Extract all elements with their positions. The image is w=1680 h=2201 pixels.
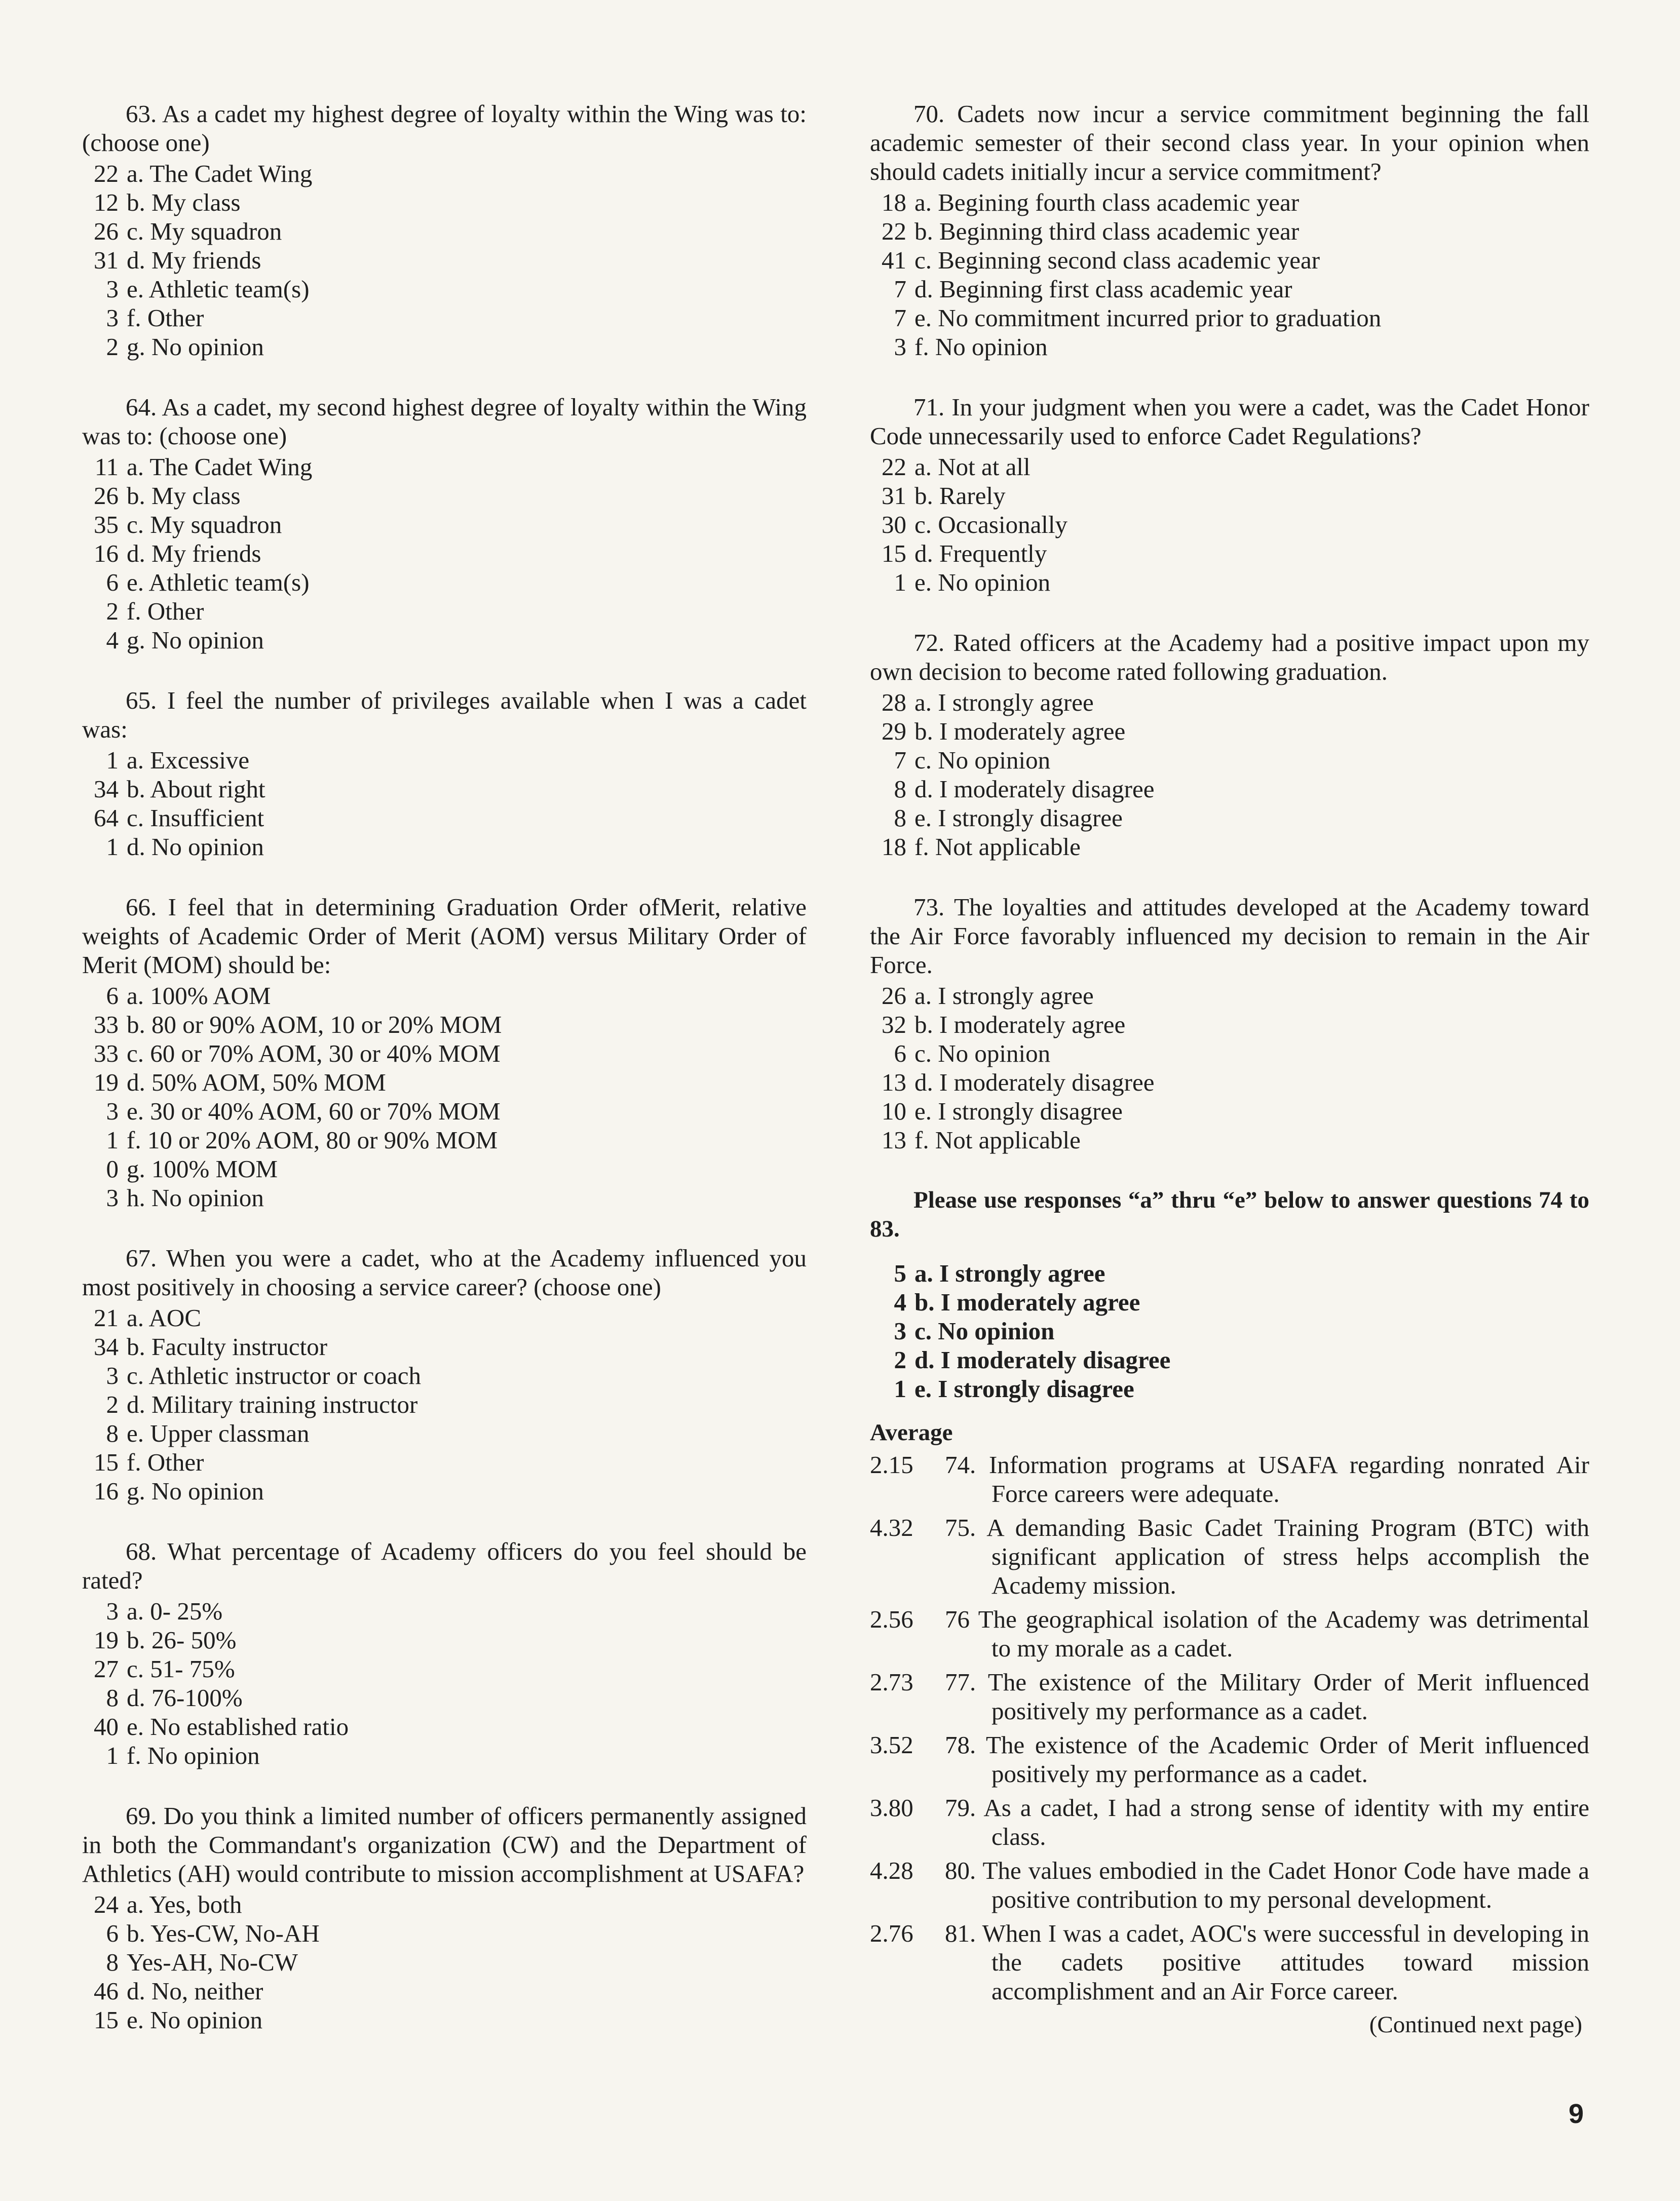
response-scale <box>870 1259 1589 1403</box>
question-text: 63. As a cadet my highest degree of loyalty within the Wing was to: (choose one) <box>82 100 807 157</box>
option-row <box>82 775 807 803</box>
option-label: d. 76-100% <box>127 1684 243 1712</box>
option-label: e. No established ratio <box>127 1713 349 1741</box>
option-count: 3 <box>106 1362 119 1389</box>
option-row <box>82 452 807 481</box>
option-row <box>82 539 807 568</box>
option-count: 22 <box>882 453 906 481</box>
option-label: c. 51- 75% <box>127 1655 235 1683</box>
option-row <box>870 1374 1589 1403</box>
option-row <box>82 1626 807 1654</box>
option-row <box>82 159 807 188</box>
option-row <box>82 1390 807 1419</box>
option-label: e. Upper classman <box>127 1419 310 1447</box>
option-count: 24 <box>94 1890 119 1918</box>
question-text: 70. Cadets now incur a service commitment beginning the fall academic semester of their second class year. In your opinion when should cadets initially incur a service commitment? <box>870 100 1589 185</box>
question-65 <box>82 686 807 861</box>
option-list <box>870 688 1589 861</box>
question-text: 65. I feel the number of privileges available when I was a cadet was: <box>82 686 807 743</box>
option-count: 28 <box>882 688 906 716</box>
average-value: 4.28 <box>870 1857 913 1884</box>
option-label: b. My class <box>127 482 241 510</box>
option-row <box>82 1597 807 1626</box>
option-row <box>82 1683 807 1712</box>
option-row <box>82 303 807 332</box>
option-list <box>82 1890 807 2034</box>
option-count: 19 <box>94 1068 119 1096</box>
option-row <box>870 303 1589 332</box>
average-value: 3.52 <box>870 1731 913 1759</box>
option-label: c. 60 or 70% AOM, 30 or 40% MOM <box>127 1039 501 1067</box>
option-label: c. Insufficient <box>127 804 264 832</box>
option-count: 33 <box>94 1011 119 1038</box>
option-label: b. I moderately agree <box>914 1011 1126 1038</box>
option-row <box>870 1288 1589 1317</box>
option-label: f. Other <box>127 304 204 332</box>
option-row <box>82 1068 807 1097</box>
option-count: 8 <box>106 1948 119 1976</box>
option-count: 7 <box>894 275 906 303</box>
option-row <box>82 332 807 361</box>
option-row <box>82 803 807 832</box>
option-count: 0 <box>106 1155 119 1183</box>
option-row <box>870 775 1589 803</box>
question-73 <box>870 893 1589 1154</box>
average-value: 2.15 <box>870 1451 913 1479</box>
option-count: 1 <box>894 1375 906 1403</box>
option-label: f. Not applicable <box>914 833 1081 861</box>
option-count: 34 <box>94 775 119 803</box>
option-row <box>870 803 1589 832</box>
question-71 <box>870 393 1589 597</box>
option-count: 8 <box>106 1419 119 1447</box>
option-count: 15 <box>94 2006 119 2034</box>
option-label: b. Rarely <box>914 482 1006 510</box>
option-label: f. No opinion <box>127 1742 260 1769</box>
option-label: b. 80 or 90% AOM, 10 or 20% MOM <box>127 1011 502 1038</box>
option-row <box>870 746 1589 775</box>
option-count: 2 <box>106 597 119 625</box>
option-label: f. No opinion <box>914 333 1048 361</box>
statement-text: 80. The values embodied in the Cadet Honor Code have made a positive contribution to my personal development. <box>945 1857 1589 1913</box>
option-row <box>870 1097 1589 1126</box>
statement-text: 74. Information programs at USAFA regarding nonrated Air Force careers were adequate. <box>945 1451 1589 1508</box>
option-count: 18 <box>882 833 906 861</box>
option-row <box>870 568 1589 597</box>
option-row <box>870 217 1589 246</box>
question-text: 73. The loyalties and attitudes developed at the Academy toward the Air Force favorably influenced my decision to remain in the Air Force. <box>870 893 1589 979</box>
option-count: 3 <box>106 1184 119 1212</box>
option-count: 35 <box>94 511 119 538</box>
option-list <box>870 981 1589 1154</box>
option-list <box>82 1597 807 1770</box>
option-count: 1 <box>894 568 906 596</box>
option-label: a. Not at all <box>914 453 1030 481</box>
option-count: 3 <box>106 1597 119 1625</box>
option-label: e. Athletic team(s) <box>127 275 310 303</box>
option-row <box>82 1183 807 1212</box>
option-count: 1 <box>106 746 119 774</box>
option-label: e. No opinion <box>127 2006 263 2034</box>
page-number: 9 <box>1569 2099 1584 2129</box>
option-count: 15 <box>94 1448 119 1476</box>
option-label: a. I strongly agree <box>914 688 1094 716</box>
option-label: c. Beginning second class academic year <box>914 246 1320 274</box>
option-label: c. Occasionally <box>914 511 1068 538</box>
option-count: 7 <box>894 304 906 332</box>
option-count: 34 <box>94 1333 119 1361</box>
option-count: 2 <box>106 1391 119 1418</box>
option-row <box>870 246 1589 275</box>
option-row <box>82 981 807 1010</box>
option-row <box>870 1317 1589 1345</box>
question-64 <box>82 393 807 654</box>
option-count: 40 <box>94 1713 119 1741</box>
option-row <box>870 1039 1589 1068</box>
option-count: 26 <box>882 982 906 1010</box>
option-label: a. 0- 25% <box>127 1597 223 1625</box>
average-value: 2.56 <box>870 1605 913 1633</box>
question-text: 66. I feel that in determining Graduation Order ofMerit, relative weights of Academic Order of Merit (AOM) versus Military Order of Merit (MOM) should be: <box>82 893 807 979</box>
option-label: e. No commitment incurred prior to graduation <box>914 304 1382 332</box>
option-row <box>82 1890 807 1919</box>
option-row <box>82 1477 807 1505</box>
option-label: g. No opinion <box>127 626 264 654</box>
option-row <box>870 1259 1589 1288</box>
option-count: 6 <box>894 1039 906 1067</box>
option-row <box>870 1345 1589 1374</box>
option-label: d. Military training instructor <box>127 1391 418 1418</box>
statement-text: 76 The geographical isolation of the Academy was detrimental to my morale as a cadet. <box>945 1605 1589 1662</box>
option-row <box>82 1039 807 1068</box>
statement-text: 81. When I was a cadet, AOC's were successful in developing in the cadets positive attitudes toward mission accomplishment and an Air Force career. <box>945 1919 1589 2005</box>
option-row <box>82 832 807 861</box>
option-label: c. No opinion <box>914 1039 1051 1067</box>
option-count: 8 <box>894 804 906 832</box>
question-text: 69. Do you think a limited number of officers permanently assigned in both the Commandant's organization (CW) and the Department of Athletics (AH) would contribute to mission accomplishment at USAFA? <box>82 1802 807 1887</box>
option-row <box>870 188 1589 217</box>
continued-note: (Continued next page) <box>1369 2012 1582 2038</box>
option-label: e. I strongly disagree <box>914 1097 1123 1125</box>
option-count: 5 <box>894 1259 906 1287</box>
statement-text: 75. A demanding Basic Cadet Training Program (BTC) with significant application of stress helps accomplish the Academy mission. <box>945 1514 1589 1599</box>
option-list <box>870 188 1589 361</box>
question-68 <box>82 1537 807 1770</box>
option-label: a. I strongly agree <box>914 982 1094 1010</box>
option-label: g. No opinion <box>127 1477 264 1505</box>
option-row <box>82 1332 807 1361</box>
option-row <box>82 1126 807 1154</box>
instruction-note: Please use responses “a” thru “e” below to answer questions 74 to 83. <box>870 1187 1589 1242</box>
option-row <box>82 1448 807 1477</box>
option-label: c. No opinion <box>914 746 1051 774</box>
option-row <box>82 1303 807 1332</box>
option-label: d. I moderately disagree <box>914 1068 1155 1096</box>
option-count: 11 <box>94 453 119 481</box>
average-row <box>870 1668 1589 1725</box>
option-count: 15 <box>882 539 906 567</box>
option-count: 31 <box>882 482 906 510</box>
question-72 <box>870 628 1589 861</box>
option-row <box>82 1154 807 1183</box>
option-row <box>82 1010 807 1039</box>
question-text: 64. As a cadet, my second highest degree of loyalty within the Wing was to: (choose one) <box>82 393 807 450</box>
option-label: b. My class <box>127 188 241 216</box>
option-row <box>82 1948 807 1977</box>
option-label: f. 10 or 20% AOM, 80 or 90% MOM <box>127 1126 498 1154</box>
option-count: 32 <box>882 1011 906 1038</box>
option-count: 4 <box>106 626 119 654</box>
option-row <box>870 981 1589 1010</box>
option-row <box>82 246 807 275</box>
average-value: 2.76 <box>870 1919 913 1947</box>
option-count: 64 <box>94 804 119 832</box>
average-list <box>870 1450 1589 2005</box>
option-label: b. Yes-CW, No-AH <box>127 1919 320 1947</box>
option-row <box>870 1126 1589 1154</box>
average-value: 3.80 <box>870 1794 913 1822</box>
option-count: 6 <box>106 568 119 596</box>
option-count: 46 <box>94 1977 119 2005</box>
option-label: f. Other <box>127 597 204 625</box>
average-row <box>870 1513 1589 1600</box>
option-label: g. 100% MOM <box>127 1155 278 1183</box>
option-count: 16 <box>94 539 119 567</box>
question-text: 68. What percentage of Academy officers do you feel should be rated? <box>82 1537 807 1594</box>
average-row <box>870 1730 1589 1788</box>
option-label: f. Other <box>127 1448 204 1476</box>
option-row <box>82 481 807 510</box>
statement-text: 78. The existence of the Academic Order of Merit influenced positively my performance as a cadet. <box>945 1731 1589 1788</box>
option-label: a. I strongly agree <box>914 1259 1105 1287</box>
option-row <box>870 452 1589 481</box>
option-row <box>82 217 807 246</box>
option-count: 16 <box>94 1477 119 1505</box>
option-count: 1 <box>106 1126 119 1154</box>
option-count: 2 <box>106 333 119 361</box>
option-label: d. No opinion <box>127 833 264 861</box>
question-70 <box>870 99 1589 361</box>
option-label: e. Athletic team(s) <box>127 568 310 596</box>
option-count: 7 <box>894 746 906 774</box>
option-row <box>870 1068 1589 1097</box>
left-column <box>82 99 807 2066</box>
option-label: b. Faculty instructor <box>127 1333 328 1361</box>
option-list <box>82 159 807 361</box>
question-66 <box>82 893 807 1212</box>
option-label: e. I strongly disagree <box>914 1375 1134 1403</box>
option-count: 13 <box>882 1126 906 1154</box>
option-count: 29 <box>882 717 906 745</box>
option-label: c. My squadron <box>127 217 282 245</box>
question-63 <box>82 99 807 361</box>
option-count: 8 <box>106 1684 119 1712</box>
option-row <box>870 539 1589 568</box>
option-label: b. I moderately agree <box>914 717 1126 745</box>
option-count: 6 <box>106 1919 119 1947</box>
option-row <box>870 1010 1589 1039</box>
option-list <box>82 981 807 1212</box>
option-row <box>82 597 807 626</box>
option-count: 3 <box>106 304 119 332</box>
option-count: 1 <box>106 833 119 861</box>
average-row <box>870 1450 1589 1508</box>
option-count: 18 <box>882 188 906 216</box>
option-count: 4 <box>894 1288 906 1316</box>
option-label: d. My friends <box>127 246 261 274</box>
option-count: 26 <box>94 217 119 245</box>
option-label: b. 26- 50% <box>127 1626 237 1654</box>
option-label: d. I moderately disagree <box>914 1346 1171 1374</box>
average-header: Average <box>870 1419 953 1446</box>
option-row <box>82 2005 807 2034</box>
option-label: g. No opinion <box>127 333 264 361</box>
option-list <box>870 452 1589 597</box>
option-list <box>82 1303 807 1505</box>
option-label: a. AOC <box>127 1304 201 1332</box>
option-label: a. Yes, both <box>127 1890 242 1918</box>
option-row <box>82 1741 807 1770</box>
option-label: a. The Cadet Wing <box>127 453 313 481</box>
average-row <box>870 1605 1589 1663</box>
option-row <box>870 275 1589 303</box>
option-count: 21 <box>94 1304 119 1332</box>
option-count: 13 <box>882 1068 906 1096</box>
option-row <box>82 626 807 654</box>
option-label: e. No opinion <box>914 568 1051 596</box>
option-count: 3 <box>106 1097 119 1125</box>
option-label: Yes-AH, No-CW <box>127 1948 298 1976</box>
option-count: 8 <box>894 775 906 803</box>
average-value: 2.73 <box>870 1668 913 1696</box>
option-label: a. The Cadet Wing <box>127 160 313 187</box>
question-text: 67. When you were a cadet, who at the Academy influenced you most positively in choosing a service career? (choose one) <box>82 1244 807 1301</box>
option-label: a. Begining fourth class academic year <box>914 188 1300 216</box>
question-69 <box>82 1801 807 2034</box>
option-row <box>870 688 1589 717</box>
option-row <box>870 510 1589 539</box>
option-label: d. My friends <box>127 539 261 567</box>
option-label: a. Excessive <box>127 746 250 774</box>
option-label: c. My squadron <box>127 511 282 538</box>
option-row <box>82 1712 807 1741</box>
option-label: b. Beginning third class academic year <box>914 217 1300 245</box>
option-row <box>82 746 807 775</box>
option-count: 3 <box>894 333 906 361</box>
option-label: d. Frequently <box>914 539 1047 567</box>
average-value: 4.32 <box>870 1514 913 1541</box>
option-row <box>82 1361 807 1390</box>
question-67 <box>82 1244 807 1505</box>
option-row <box>82 275 807 303</box>
right-column <box>870 99 1589 2039</box>
average-row <box>870 1793 1589 1851</box>
option-label: h. No opinion <box>127 1184 264 1212</box>
option-count: 12 <box>94 188 119 216</box>
average-row <box>870 1856 1589 1914</box>
option-label: b. I moderately agree <box>914 1288 1140 1316</box>
option-row <box>82 510 807 539</box>
option-row <box>82 188 807 217</box>
option-label: d. Beginning first class academic year <box>914 275 1292 303</box>
option-label: b. About right <box>127 775 265 803</box>
option-count: 31 <box>94 246 119 274</box>
option-count: 10 <box>882 1097 906 1125</box>
option-row <box>82 1919 807 1948</box>
option-row <box>82 1654 807 1683</box>
statement-text: 77. The existence of the Military Order of Merit influenced positively my performance as a cadet. <box>945 1668 1589 1725</box>
option-count: 27 <box>94 1655 119 1683</box>
option-row <box>82 568 807 597</box>
question-text: 72. Rated officers at the Academy had a positive impact upon my own decision to become rated following graduation. <box>870 629 1589 685</box>
option-label: e. 30 or 40% AOM, 60 or 70% MOM <box>127 1097 501 1125</box>
option-label: f. Not applicable <box>914 1126 1081 1154</box>
option-label: d. I moderately disagree <box>914 775 1155 803</box>
option-count: 33 <box>94 1039 119 1067</box>
option-count: 1 <box>106 1742 119 1769</box>
question-text: 71. In your judgment when you were a cadet, was the Cadet Honor Code unnecessarily used to enforce Cadet Regulations? <box>870 393 1589 450</box>
option-count: 26 <box>94 482 119 510</box>
option-count: 2 <box>894 1346 906 1374</box>
option-label: c. Athletic instructor or coach <box>127 1362 421 1389</box>
option-list <box>82 452 807 654</box>
option-row <box>82 1419 807 1448</box>
option-row <box>870 832 1589 861</box>
option-row <box>870 717 1589 746</box>
option-count: 22 <box>882 217 906 245</box>
option-row <box>82 1977 807 2005</box>
option-count: 6 <box>106 982 119 1010</box>
statement-text: 79. As a cadet, I had a strong sense of identity with my entire class. <box>945 1794 1589 1850</box>
option-row <box>870 332 1589 361</box>
option-row <box>870 481 1589 510</box>
average-row <box>870 1919 1589 2005</box>
option-row <box>82 1097 807 1126</box>
option-count: 30 <box>882 511 906 538</box>
option-label: d. 50% AOM, 50% MOM <box>127 1068 386 1096</box>
option-label: d. No, neither <box>127 1977 263 2005</box>
option-count: 3 <box>106 275 119 303</box>
option-label: e. I strongly disagree <box>914 804 1123 832</box>
option-list <box>82 746 807 861</box>
option-label: a. 100% AOM <box>127 982 271 1010</box>
option-count: 3 <box>894 1317 906 1345</box>
option-label: c. No opinion <box>914 1317 1055 1345</box>
option-count: 41 <box>882 246 906 274</box>
option-count: 19 <box>94 1626 119 1654</box>
option-count: 22 <box>94 160 119 187</box>
